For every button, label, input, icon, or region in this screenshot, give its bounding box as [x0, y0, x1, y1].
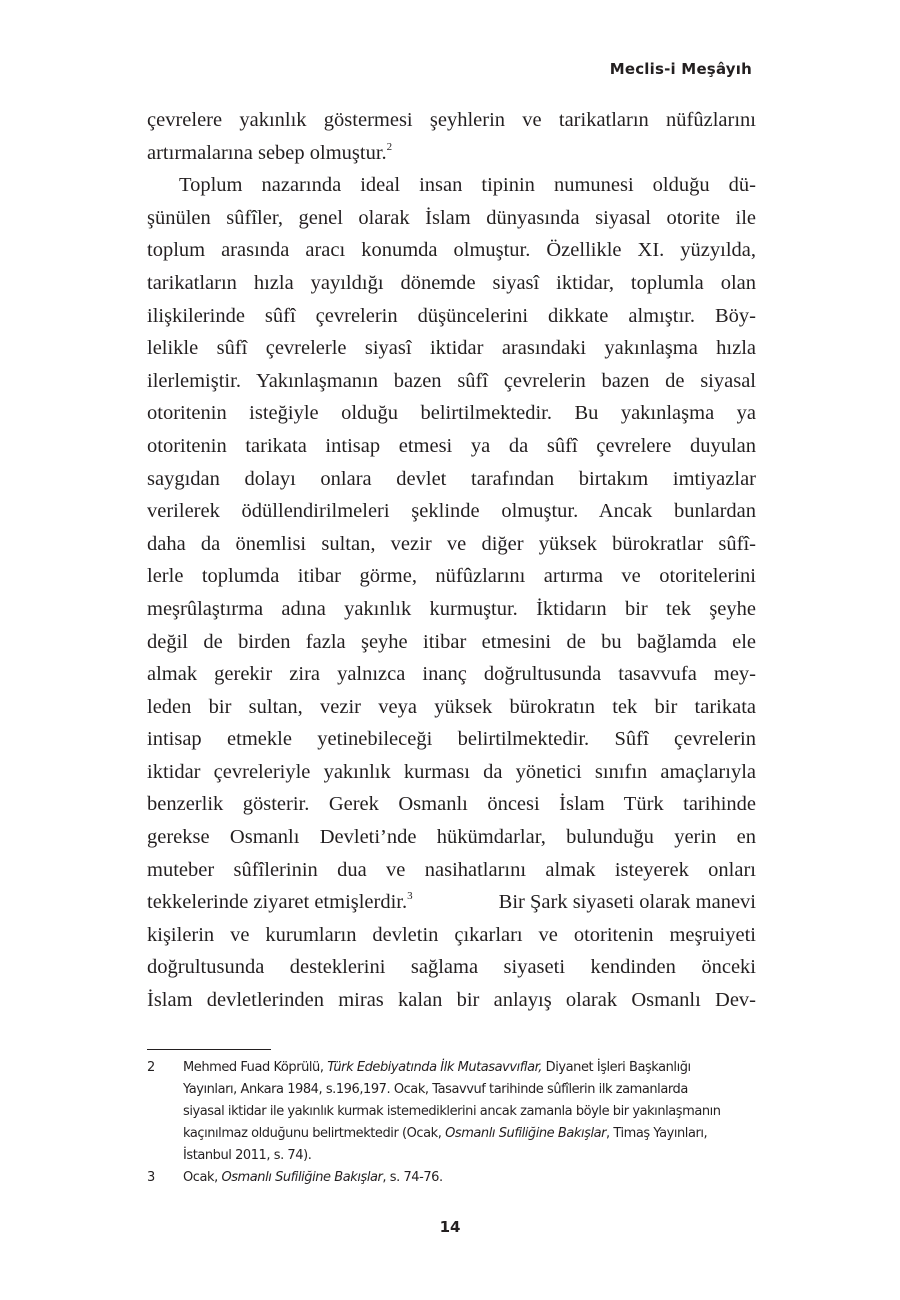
- text-line-content: [147, 886, 413, 919]
- text-line: gerekse Osmanlı Devleti’nde hükümdarlar, bulunduğu yerin en: [147, 826, 756, 849]
- text-line: iktidar çevreleriyle yakınlık kurması da yönetici sınıfın amaçlarıyla: [147, 760, 756, 783]
- footnote-line: siyasal iktidar ile yakınlık kurmak istemediklerini ancak zamanla böyle bir yakınlaşmanın: [183, 1104, 721, 1119]
- text-line: muteber sûfîlerinin dua ve nasihatlarını almak isteyerek onları: [147, 858, 756, 881]
- text-line: şünülen sûfîler, genel olarak İslam dünyasında siyasal otorite ile: [147, 206, 756, 229]
- text-line: İslam devletlerinden miras kalan bir anlayış olarak Osmanlı Dev-: [147, 989, 756, 1012]
- text-line: toplum arasında aracı konumda olmuştur. Özellikle XI. yüzyılda,: [147, 239, 756, 262]
- text-line: intisap etmekle yetinebileceği belirtilmektedir. Sûfî çevrelerin: [147, 728, 756, 751]
- text-line: meşrûlaştırma adına yakınlık kurmuştur. İktidarın bir tek şeyhe: [147, 597, 756, 620]
- footnote-line: İstanbul 2011, s. 74).: [183, 1148, 312, 1163]
- text-line: benzerlik gösterir. Gerek Osmanlı öncesi İslam Türk tarihinde: [147, 793, 756, 816]
- text-segment: Bir Şark siyaseti olarak manevi: [493, 891, 756, 914]
- text-line: çevrelere yakınlık göstermesi şeyhlerin ve tarikatların nüfûzlarını: [147, 109, 756, 131]
- footnote-segment: Ocak,: [183, 1170, 222, 1185]
- footnote-line: [183, 1057, 756, 1079]
- footnote-line: Yayınları, Ankara 1984, s.196,197. Ocak, Tasavvuf tarihinde sûfîlerin ilk zamanlarda: [183, 1082, 688, 1097]
- footnote-separator: [147, 1049, 271, 1050]
- text-line: verilerek ödüllendirilmeleri şeklinde olmuştur. Ancak bunlardan: [147, 500, 756, 523]
- footnote-text: [183, 1057, 756, 1167]
- text-line: tarikatların hızla yayıldığı dönemde siyasî iktidar, toplumla olan: [147, 271, 756, 294]
- footnote-3: [147, 1167, 756, 1189]
- footnote-segment: Mehmed Fuad Köprülü,: [183, 1060, 328, 1075]
- text-line: lelikle sûfî çevrelerle siyasî iktidar arasındaki yakınlaşma hızla: [147, 337, 756, 360]
- footnote-segment: , Timaş Yayınları,: [606, 1126, 708, 1141]
- footnote-number: 3: [147, 1170, 156, 1185]
- footnote-line: [183, 1167, 756, 1189]
- text-line-content: artırmalarına sebep olmuştur.: [147, 141, 387, 164]
- running-head: Meclis-i Meşâyıh: [609, 60, 752, 78]
- text-line: ilerlemiştir. Yakınlaşmanın bazen sûfî çevrelerin bazen de siyasal: [147, 369, 756, 392]
- text-line: [147, 137, 756, 170]
- text-line: ilişkilerinde sûfî çevrelerin düşüncelerini dikkate almıştır. Böy-: [147, 304, 756, 327]
- text-line: saygıdan dolayı onlara devlet tarafından birtakım imtiyazlar: [147, 467, 756, 490]
- text-line: otoritenin tarikata intisap etmesi ya da sûfî çevrelere duyulan: [147, 434, 756, 457]
- book-title: Osmanlı Sufiliğine Bakışlar: [445, 1126, 607, 1141]
- footnote-2: [147, 1057, 756, 1167]
- book-title: Osmanlı Sufiliğine Bakışlar: [221, 1170, 383, 1185]
- footnote-ref-2[interactable]: 2: [386, 140, 393, 153]
- text-line: leden bir sultan, vezir veya yüksek bürokratın tek bir tarikata: [147, 695, 756, 718]
- text-line: otoritenin isteğiyle olduğu belirtilmektedir. Bu yakınlaşma ya: [147, 402, 756, 425]
- text-line: lerle toplumda itibar görme, nüfûzlarını artırma ve otoritelerini: [147, 565, 756, 588]
- footnotes: [147, 1057, 756, 1189]
- page-number: 14: [439, 1218, 461, 1236]
- paragraph-1: [147, 104, 756, 169]
- footnote-ref-3[interactable]: 3: [407, 890, 413, 903]
- text-line: almak gerekir zira yalnızca inanç doğrultusunda tasavvufa mey-: [147, 663, 756, 686]
- text-line: değil de birden fazla şeyhe itibar etmesini de bu bağlamda ele: [147, 630, 756, 653]
- text-line: daha da önemlisi sultan, vezir ve diğer yüksek bürokratlar sûfî-: [147, 532, 756, 555]
- footnote-line: [183, 1123, 756, 1145]
- text-line: kişilerin ve kurumların devletin çıkarları ve otoritenin meşruiyeti: [147, 923, 756, 946]
- book-title: Türk Edebiyatında İlk Mutasavvıflar,: [327, 1060, 542, 1075]
- text-line: Toplum nazarında ideal insan tipinin numunesi olduğu dü-: [179, 174, 756, 197]
- text-line: doğrultusunda desteklerini sağlama siyaseti kendinden önceki: [147, 956, 756, 979]
- footnote-segment: , s. 74-76.: [382, 1170, 443, 1185]
- body-text: [147, 104, 756, 1017]
- footnote-segment: Diyanet İşleri Başkanlığı: [541, 1060, 691, 1075]
- footnote-text: [183, 1167, 756, 1189]
- paragraph-2: [147, 169, 756, 1016]
- text-line: [147, 886, 756, 919]
- footnote-number: 2: [147, 1060, 156, 1075]
- footnote-segment: kaçınılmaz olduğunu belirtmektedir (Ocak,: [183, 1126, 446, 1141]
- text-segment: tekkelerinde ziyaret etmişlerdir.: [147, 891, 408, 914]
